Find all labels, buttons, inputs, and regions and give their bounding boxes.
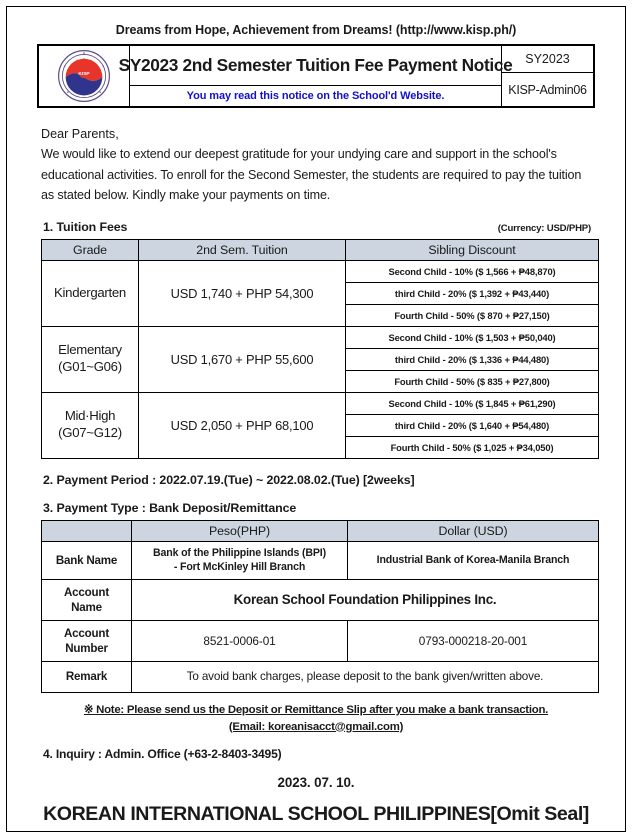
grade-name: Kindergarten — [54, 284, 126, 300]
grade-kindergarten — [42, 260, 139, 326]
sibling-discount-2nd: Second Child - 10% ($ 1,566 + ₱48,870) — [346, 260, 599, 282]
grade-elementary — [42, 326, 139, 392]
header-meta-block — [502, 46, 593, 106]
table-header-row — [42, 520, 599, 541]
letter-body: We would like to extend our deepest gratitude for your undying care and support in the school's educational activities. To enroll for the Second Semester, the students are required to pay the tuition as stated below. Kindly make your payments on time. — [41, 147, 582, 203]
row-label-bank-name: Bank Name — [42, 541, 132, 579]
payment-bank-table — [41, 520, 599, 693]
row-label-account-number — [42, 620, 132, 661]
col-grade: Grade — [42, 239, 139, 260]
note-line-2-email: (Email: koreanisacct@gmail.com) — [228, 720, 404, 733]
bank-name-dollar: Industrial Bank of Korea-Manila Branch — [348, 541, 599, 579]
document-code: KISP-Admin06 — [508, 82, 587, 97]
tagline: Dreams from Hope, Achievement from Dreams! (http://www.kisp.ph/) — [115, 23, 517, 37]
sibling-discount-4th: Fourth Child - 50% ($ 1,025 + ₱34,050) — [346, 436, 599, 458]
account-name-value: Korean School Foundation Philippines Inc. — [132, 579, 599, 620]
row-label-line1: Account — [64, 585, 109, 599]
section-2-heading: 2. Payment Period : 2022.07.19.(Tue) ~ 2022.08.02.(Tue) [2weeks] — [43, 472, 415, 487]
school-logo-cell — [39, 46, 130, 106]
document-page — [6, 6, 626, 832]
currency-note: (Currency: USD/PHP) — [497, 222, 591, 234]
account-number-peso: 8521-0006-01 — [132, 620, 348, 661]
salutation: Dear Parents, — [41, 127, 119, 141]
tuition-kindergarten: USD 1,740 + PHP 54,300 — [139, 260, 346, 326]
kisp-logo-icon — [57, 49, 111, 103]
section-1-header — [43, 220, 593, 234]
header-title-block — [118, 46, 513, 106]
tuition-fee-table — [41, 239, 599, 459]
col-dollar: Dollar (USD) — [348, 520, 599, 541]
note-line-1: ※ Note: Please send us the Deposit or Remittance Slip after you make a bank transaction. — [83, 703, 549, 716]
bank-name-peso-line1: Bank of the Philippine Islands (BPI) — [153, 546, 326, 559]
remark-value: To avoid bank charges, please deposit to the bank given/written above. — [132, 661, 599, 692]
table-row — [42, 326, 599, 348]
sibling-discount-3rd: third Child - 20% ($ 1,336 + ₱44,480) — [346, 348, 599, 370]
sibling-discount-3rd: third Child - 20% ($ 1,640 + ₱54,480) — [346, 414, 599, 436]
row-label-account-name — [42, 579, 132, 620]
document-title: SY2023 2nd Semester Tuition Fee Payment Notice — [130, 46, 501, 86]
row-label-line1: Account — [64, 626, 109, 640]
tuition-midhigh: USD 2,050 + PHP 68,100 — [139, 392, 346, 458]
issue-date: 2023. 07. 10. — [277, 774, 355, 790]
grade-name: Elementary — [58, 342, 122, 358]
section-3-heading: 3. Payment Type : Bank Deposit/Remittance — [43, 500, 297, 515]
organization-name: KOREAN INTERNATIONAL SCHOOL PHILIPPINES[Omit Seal] — [43, 802, 589, 825]
website-notice: You may read this notice on the School'd Website. — [186, 90, 445, 102]
row-label-line2: Name — [71, 600, 102, 614]
section-1-heading: 1. Tuition Fees — [43, 219, 128, 234]
sibling-discount-2nd: Second Child - 10% ($ 1,503 + ₱50,040) — [346, 326, 599, 348]
table-row — [42, 392, 599, 414]
school-year: SY2023 — [502, 46, 593, 73]
row-label-line2: Number — [65, 641, 108, 655]
tuition-elementary: USD 1,670 + PHP 55,600 — [139, 326, 346, 392]
section-4-heading: 4. Inquiry : Admin. Office (+63-2-8403-3495) — [43, 746, 282, 761]
table-row-account-number — [42, 620, 599, 661]
table-row-bank-name — [42, 541, 599, 579]
sibling-discount-2nd: Second Child - 10% ($ 1,845 + ₱61,290) — [346, 392, 599, 414]
bank-name-peso — [132, 541, 348, 579]
table-row-remark — [42, 661, 599, 692]
table-row — [42, 260, 599, 282]
note-block — [37, 702, 595, 736]
account-number-dollar: 0793-000218-20-001 — [348, 620, 599, 661]
bank-name-peso-line2: - Fort McKinley Hill Branch — [173, 561, 306, 574]
sibling-discount-4th: Fourth Child - 50% ($ 835 + ₱27,800) — [346, 370, 599, 392]
grade-range: (G01~G06) — [58, 359, 122, 375]
sibling-discount-3rd: third Child - 20% ($ 1,392 + ₱43,440) — [346, 282, 599, 304]
table-header-row — [42, 239, 599, 260]
col-tuition: 2nd Sem. Tuition — [139, 239, 346, 260]
col-peso: Peso(PHP) — [132, 520, 348, 541]
grade-name: Mid·High — [64, 408, 116, 424]
grade-midhigh — [42, 392, 139, 458]
table-row-account-name — [42, 579, 599, 620]
sibling-discount-4th: Fourth Child - 50% ($ 870 + ₱27,150) — [346, 304, 599, 326]
svg-text:KISP: KISP — [78, 72, 90, 78]
col-sibling-discount: Sibling Discount — [346, 239, 599, 260]
row-label-remark: Remark — [42, 661, 132, 692]
document-header — [37, 44, 595, 108]
col-blank — [42, 520, 132, 541]
grade-range: (G07~G12) — [58, 425, 122, 441]
